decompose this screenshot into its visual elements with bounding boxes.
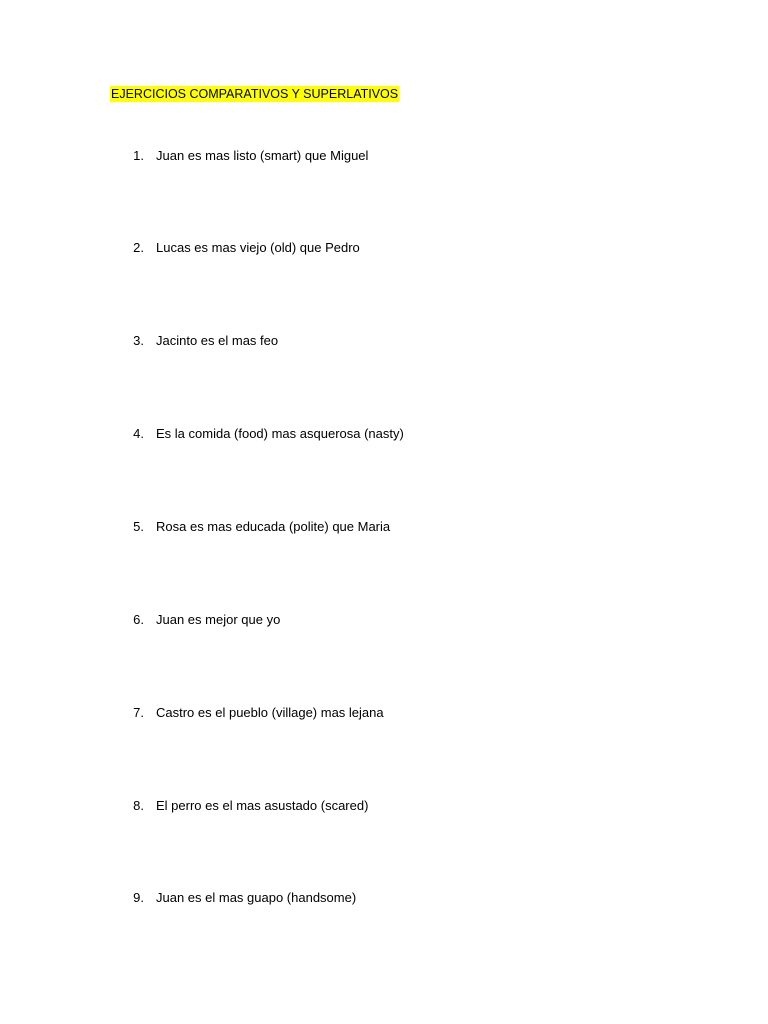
item-text: Lucas es mas viejo (old) que Pedro xyxy=(156,240,360,255)
item-text: Juan es el mas guapo (handsome) xyxy=(156,890,357,905)
item-text: Castro es el pueblo (village) mas lejana xyxy=(156,705,384,720)
list-item xyxy=(0,239,768,257)
item-number: 3. xyxy=(133,333,144,348)
item-number: 8. xyxy=(133,798,144,813)
item-text: Juan es mas listo (smart) que Miguel xyxy=(156,148,369,163)
page-title: EJERCICIOS COMPARATIVOS Y SUPERLATIVOS xyxy=(111,87,399,101)
item-number: 6. xyxy=(133,612,144,627)
item-text: Rosa es mas educada (polite) que Maria xyxy=(156,519,391,534)
list-item xyxy=(0,704,768,722)
item-number: 4. xyxy=(133,426,144,441)
item-number: 5. xyxy=(133,519,144,534)
item-text: Jacinto es el mas feo xyxy=(156,333,279,348)
list-item xyxy=(0,425,768,443)
list-item xyxy=(0,889,768,907)
list-item xyxy=(0,797,768,815)
list-item xyxy=(0,518,768,536)
list-item xyxy=(0,332,768,350)
item-number: 2. xyxy=(133,240,144,255)
list-item xyxy=(0,611,768,629)
item-text: Juan es mejor que yo xyxy=(156,612,281,627)
item-number: 9. xyxy=(133,890,144,905)
item-number: 7. xyxy=(133,705,144,720)
list-item xyxy=(0,147,768,165)
item-text: El perro es el mas asustado (scared) xyxy=(156,798,369,813)
item-text: Es la comida (food) mas asquerosa (nasty) xyxy=(156,426,404,441)
item-number: 1. xyxy=(133,148,144,163)
